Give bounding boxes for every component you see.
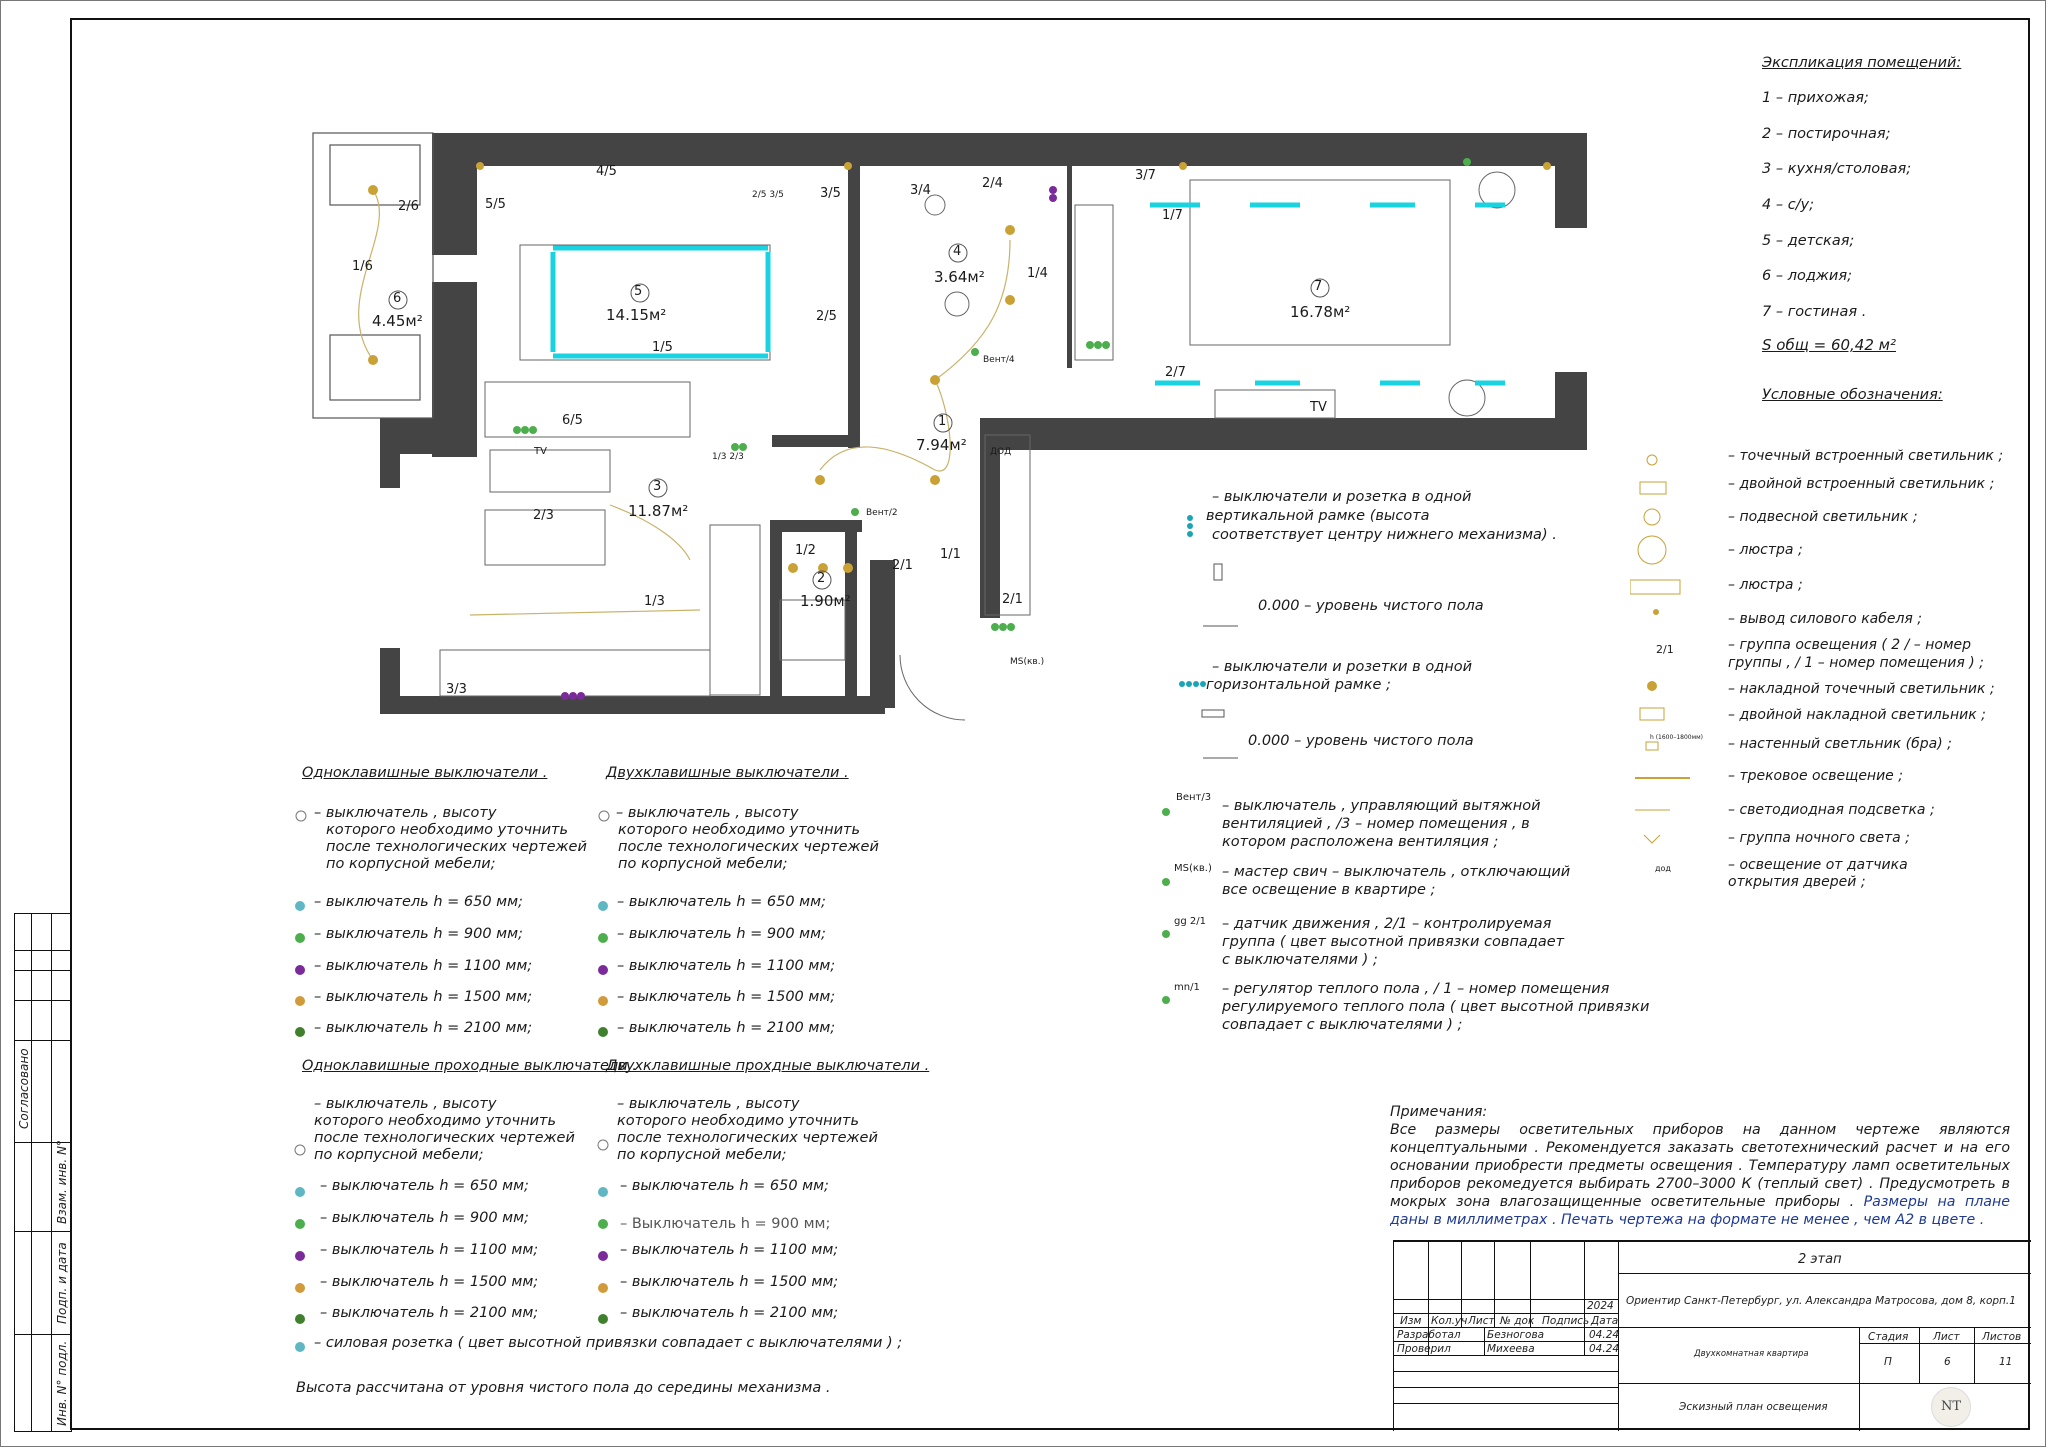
plan-label: 2/7 xyxy=(1165,365,1186,380)
floor-heating-label: mn/1 xyxy=(1174,982,1200,993)
sheet-label: Лист xyxy=(1933,1331,1960,1343)
horizontal-frame-text: горизонтальной рамке ; xyxy=(1206,677,1391,693)
room-4-num: 4 xyxy=(953,244,962,259)
double-pass-note: после технологических чертежей xyxy=(617,1130,878,1146)
switch-height: – выключатель h = 1500 мм; xyxy=(620,1274,839,1290)
plan-label: 2/5 xyxy=(816,309,837,324)
sign-date-label: Подп. и дата xyxy=(55,1242,69,1324)
convention-text: – вывод силового кабеля ; xyxy=(1728,611,1923,627)
single-pass-note: после технологических чертежей xyxy=(314,1130,575,1146)
switch-height: – выключатель h = 2100 мм; xyxy=(314,1020,533,1036)
plan-label: 1/7 xyxy=(1162,208,1183,223)
double-note: после технологических чертежей xyxy=(618,839,879,855)
developed-name: Безногова xyxy=(1487,1329,1545,1341)
plan-label: 3/4 xyxy=(910,183,931,198)
developed-label: Разработал xyxy=(1397,1329,1461,1341)
floor-heating-text: регулируемого теплого пола ( цвет высотной привязки xyxy=(1222,999,1650,1015)
convention-text: – подвесной светильник ; xyxy=(1728,509,1918,525)
switch-height: – выключатель h = 650 мм; xyxy=(314,894,523,910)
double-pass-note: которого необходимо уточнить xyxy=(617,1113,860,1129)
explication-item: 7 – гостиная . xyxy=(1762,304,1867,320)
plan-label: Вент/4 xyxy=(983,355,1015,365)
convention-text: группы , / 1 – номер помещения ) ; xyxy=(1728,655,1984,671)
floor-level: 0.000 – уровень чистого пола xyxy=(1248,733,1474,749)
double-surface-icon xyxy=(1640,708,1664,720)
plan-label: ДОД xyxy=(990,447,1012,457)
single-note: после технологических чертежей xyxy=(326,839,587,855)
surface-spot-icon xyxy=(1647,681,1657,691)
double-note: – выключатель , высоту xyxy=(616,805,799,821)
room-2-num: 2 xyxy=(817,571,826,586)
single-pass-note: которого необходимо уточнить xyxy=(314,1113,557,1129)
convention-text: – группа ночного света ; xyxy=(1728,830,1910,846)
room-3-area: 11.87м² xyxy=(628,502,689,520)
double-note: которого необходимо уточнить xyxy=(618,822,861,838)
plan-label: 2/1 xyxy=(892,558,913,573)
checked-name: Михеева xyxy=(1487,1343,1535,1355)
plan-label: 2/3 xyxy=(533,508,554,523)
single-pass-note: по корпусной мебели; xyxy=(314,1147,484,1163)
checked-label: Проверил xyxy=(1397,1343,1451,1355)
group-label: 2/1 xyxy=(1656,643,1674,656)
developed-date: 04.24 xyxy=(1589,1329,1620,1341)
stage-label: Стадия xyxy=(1868,1331,1909,1343)
horizontal-frame-text: – выключатели и розетки в одной xyxy=(1212,659,1473,675)
notes-text: Все размеры осветительных приборов на данном чертеже являются концептуальными . Рекомендуется заказать светотехнический расчет и на его основании приобрести предметы освещения . Температуру ламп осветительных приборов рекомедуется выбирать 2700–3000 К (теплый свет) . Предусмотреть в мокрых зона влагозащищенные осветительные приборы . xyxy=(1390,1122,2010,1210)
double-switch-title: Двухклавишные выключатели . xyxy=(606,765,849,781)
plan-label: 1/1 xyxy=(940,547,961,562)
room-5-num: 5 xyxy=(634,284,643,299)
power-cable-icon xyxy=(1653,609,1659,615)
double-pass-note: по корпусной мебели; xyxy=(617,1147,787,1163)
stage-header: 2 этап xyxy=(1798,1252,1842,1267)
ms-text: – мастер свич – выключатель , отключающий xyxy=(1222,864,1571,880)
col-header: № док xyxy=(1500,1315,1535,1327)
vertical-frame-text: вертикальной рамке (высота xyxy=(1206,508,1430,524)
socket-text: – силовая розетка ( цвет высотной привязки совпадает с выключателями ) ; xyxy=(314,1335,903,1351)
switch-height: – выключатель h = 1100 мм; xyxy=(617,958,836,974)
switch-height: – выключатель h = 1100 мм; xyxy=(620,1242,839,1258)
vent-label: Вент/3 xyxy=(1176,792,1212,803)
object-name: Двухкомнатная квартира xyxy=(1694,1349,1809,1359)
title-block xyxy=(1393,1240,2031,1431)
plan-label: Вент/2 xyxy=(866,508,898,518)
switch-height: – выключатель h = 2100 мм; xyxy=(617,1020,836,1036)
plan-label: 1/5 xyxy=(652,340,673,355)
sheet-value: 6 xyxy=(1944,1356,1951,1368)
agreed-label: Согласовано xyxy=(17,1048,31,1129)
address: Ориентир Санкт-Петербург, ул. Александра Матросова, дом 8, корп.1 xyxy=(1626,1295,2016,1307)
room-6-num: 6 xyxy=(393,291,402,306)
plan-label: 2/1 xyxy=(1002,592,1023,607)
switch-height: – Выключатель h = 900 мм; xyxy=(620,1216,831,1232)
col-header: Изм xyxy=(1400,1315,1422,1327)
swap-inv-label: Взам. инв. N° xyxy=(55,1140,69,1224)
explication-title: Экспликация помещений: xyxy=(1762,55,1962,71)
led-strips xyxy=(553,205,1505,383)
middle-legend-icons xyxy=(1158,500,1238,1060)
stage-value: П xyxy=(1884,1356,1892,1368)
room-7-num: 7 xyxy=(1314,279,1323,294)
room-3-num: 3 xyxy=(653,479,662,494)
convention-text: – двойной встроенный светильник ; xyxy=(1728,476,1995,492)
sheet-title: Эскизный план освещения xyxy=(1679,1401,1828,1413)
switch-height: – выключатель h = 1500 мм; xyxy=(320,1274,539,1290)
convention-text: – люстра ; xyxy=(1728,542,1803,558)
explication-item: 2 – постирочная; xyxy=(1762,126,1891,142)
left-stamp xyxy=(14,913,72,1432)
double-spot-icon xyxy=(1640,482,1666,494)
notes-text-blue: Размеры на плане даны в миллиметрах . Печать чертежа на формате не менее , чем А2 в цвете . xyxy=(1390,1194,2011,1228)
notes-title: Примечания: xyxy=(1390,1104,1488,1120)
col-header: Подпись xyxy=(1542,1315,1590,1327)
sheets-label: Листов xyxy=(1982,1331,2022,1343)
plan-label: 4/5 xyxy=(596,164,617,179)
single-pass-note: – выключатель , высоту xyxy=(314,1096,497,1112)
explication-item: 4 – с/у; xyxy=(1762,197,1815,213)
plan-label: 2/4 xyxy=(982,176,1003,191)
logo xyxy=(1931,1387,1971,1427)
floor-heating-text: – регулятор теплого пола , / 1 – номер помещения xyxy=(1222,981,1610,997)
plan-label: 2/5 3/5 xyxy=(752,190,784,200)
plan-label: 1/6 xyxy=(352,259,373,274)
plan-label: 1/3 xyxy=(644,594,665,609)
ms-text: все освещение в квартире ; xyxy=(1222,882,1436,898)
motion-text: с выключателями ) ; xyxy=(1222,952,1378,968)
convention-text: – освещение от датчика xyxy=(1728,857,1908,873)
plan-label: 6/5 xyxy=(562,413,583,428)
plan-label: 2/6 xyxy=(398,199,419,214)
room-4-area: 3.64м² xyxy=(934,268,985,286)
convention-text: – двойной накладной светильник ; xyxy=(1728,707,1986,723)
motion-text: – датчик движения , 2/1 – контролируемая xyxy=(1222,916,1552,932)
single-note: по корпусной мебели; xyxy=(326,856,496,872)
plan-label: MS(кв.) xyxy=(1010,657,1045,667)
room-5-area: 14.15м² xyxy=(606,306,667,324)
motion-label: gg 2/1 xyxy=(1174,916,1206,927)
switch-height: – выключатель h = 650 мм; xyxy=(620,1178,829,1194)
double-note: по корпусной мебели; xyxy=(618,856,788,872)
switch-height: – выключатель h = 900 мм; xyxy=(314,926,523,942)
plan-label: 1/4 xyxy=(1027,266,1048,281)
single-switch-title: Одноклавишные выключатели . xyxy=(302,765,548,781)
plan-label: 1/3 2/3 xyxy=(712,452,744,462)
single-note: которого необходимо уточнить xyxy=(326,822,569,838)
convention-text: – точечный встроенный светильник ; xyxy=(1728,448,2004,464)
sheets-value: 11 xyxy=(1999,1356,2013,1368)
pendant-light-icon xyxy=(1644,509,1660,525)
room-7-area: 16.78м² xyxy=(1290,303,1351,321)
room-2-area: 1.90м² xyxy=(800,592,851,610)
plan-label: 3/3 xyxy=(446,682,467,697)
switch-height: – выключатель h = 2100 мм; xyxy=(320,1305,539,1321)
plan-label: TV xyxy=(1310,400,1327,415)
conventions-title: Условные обозначения: xyxy=(1762,387,1943,403)
switch-height: – выключатель h = 1100 мм; xyxy=(320,1242,539,1258)
convention-text: – группа освещения ( 2 / – номер xyxy=(1728,637,1972,653)
room-1-num: 1 xyxy=(938,414,947,429)
vent-text: – выключатель , управляющий вытяжной xyxy=(1222,798,1541,814)
single-pass-title: Одноклавишные проходные выключатели . xyxy=(302,1058,637,1074)
motion-text: группа ( цвет высотной привязки совпадает xyxy=(1222,934,1565,950)
switch-height: – выключатель h = 2100 мм; xyxy=(620,1305,839,1321)
plan-label: 3/7 xyxy=(1135,168,1156,183)
linear-chandelier-icon xyxy=(1630,580,1680,594)
explication-item: 3 – кухня/столовая; xyxy=(1762,161,1912,177)
switch-height: – выключатель h = 1500 мм; xyxy=(617,989,836,1005)
floor-heating-text: совпадает с выключателями ) ; xyxy=(1222,1017,1463,1033)
convention-text: открытия дверей ; xyxy=(1728,874,1866,890)
room-1-area: 7.94м² xyxy=(916,436,967,454)
col-header: Кол.уч xyxy=(1431,1315,1468,1327)
double-pass-note: – выключатель , высоту xyxy=(617,1096,800,1112)
wall-lamp-icon xyxy=(1646,742,1658,750)
ms-label: MS(кв.) xyxy=(1174,863,1212,874)
wall-lamp-note: h (1600–1800мм) xyxy=(1650,734,1703,741)
notes xyxy=(1390,1103,2010,1229)
spot-light-icon xyxy=(1647,455,1657,465)
col-header: Лист xyxy=(1468,1315,1495,1327)
height-note: Высота рассчитана от уровня чистого пола до середины механизма . xyxy=(296,1380,831,1396)
double-pass-title: Двухклавишные прохдные выключатели . xyxy=(606,1058,930,1074)
logo-text: NT xyxy=(1940,1399,1962,1414)
room-6-area: 4.45м² xyxy=(372,312,423,330)
floor-level: 0.000 – уровень чистого пола xyxy=(1258,598,1484,614)
convention-text: – трековое освещение ; xyxy=(1728,768,1903,784)
balcony xyxy=(313,133,433,418)
door-label: дод xyxy=(1655,864,1671,873)
inv-label: Инв. N° подл. xyxy=(55,1340,69,1426)
convention-text: – светодиодная подсветка ; xyxy=(1728,802,1935,818)
convention-text: – люстра ; xyxy=(1728,577,1803,593)
switch-height: – выключатель h = 650 мм; xyxy=(320,1178,529,1194)
floor-plan xyxy=(300,120,1600,740)
explication-item: 5 – детская; xyxy=(1762,233,1855,249)
single-note: – выключатель , высоту xyxy=(314,805,497,821)
night-light-icon xyxy=(1644,835,1660,843)
explication-item: 6 – лоджия; xyxy=(1762,268,1852,284)
year: 2024 xyxy=(1587,1300,1614,1312)
vertical-frame-text: – выключатели и розетка в одной xyxy=(1212,489,1472,505)
socket-icon xyxy=(292,1339,308,1355)
switch-height: – выключатель h = 1500 мм; xyxy=(314,989,533,1005)
convention-text: – накладной точечный светильник ; xyxy=(1728,681,1995,697)
chandelier-icon xyxy=(1638,536,1666,564)
vent-text: вентиляцией , /3 – номер помещения , в xyxy=(1222,816,1530,832)
switch-height: – выключатель h = 650 мм; xyxy=(617,894,826,910)
plan-label: 3/5 xyxy=(820,186,841,201)
switch-height: – выключатель h = 900 мм; xyxy=(320,1210,529,1226)
plan-label: TV xyxy=(534,446,547,457)
switch-height: – выключатель h = 900 мм; xyxy=(617,926,826,942)
col-header: Дата xyxy=(1591,1315,1619,1327)
convention-text: – настенный светльник (бра) ; xyxy=(1728,736,1952,752)
plan-label: 5/5 xyxy=(485,197,506,212)
switch-height: – выключатель h = 1100 мм; xyxy=(314,958,533,974)
checked-date: 04.24 xyxy=(1589,1343,1620,1355)
vent-text: котором расположена вентиляция ; xyxy=(1222,834,1499,850)
plan-label: 1/2 xyxy=(795,543,816,558)
explication-total: S общ = 60,42 м² xyxy=(1762,336,1896,354)
explication-item: 1 – прихожая; xyxy=(1762,90,1869,106)
vertical-frame-text: соответствует центру нижнего механизма) . xyxy=(1212,527,1557,543)
